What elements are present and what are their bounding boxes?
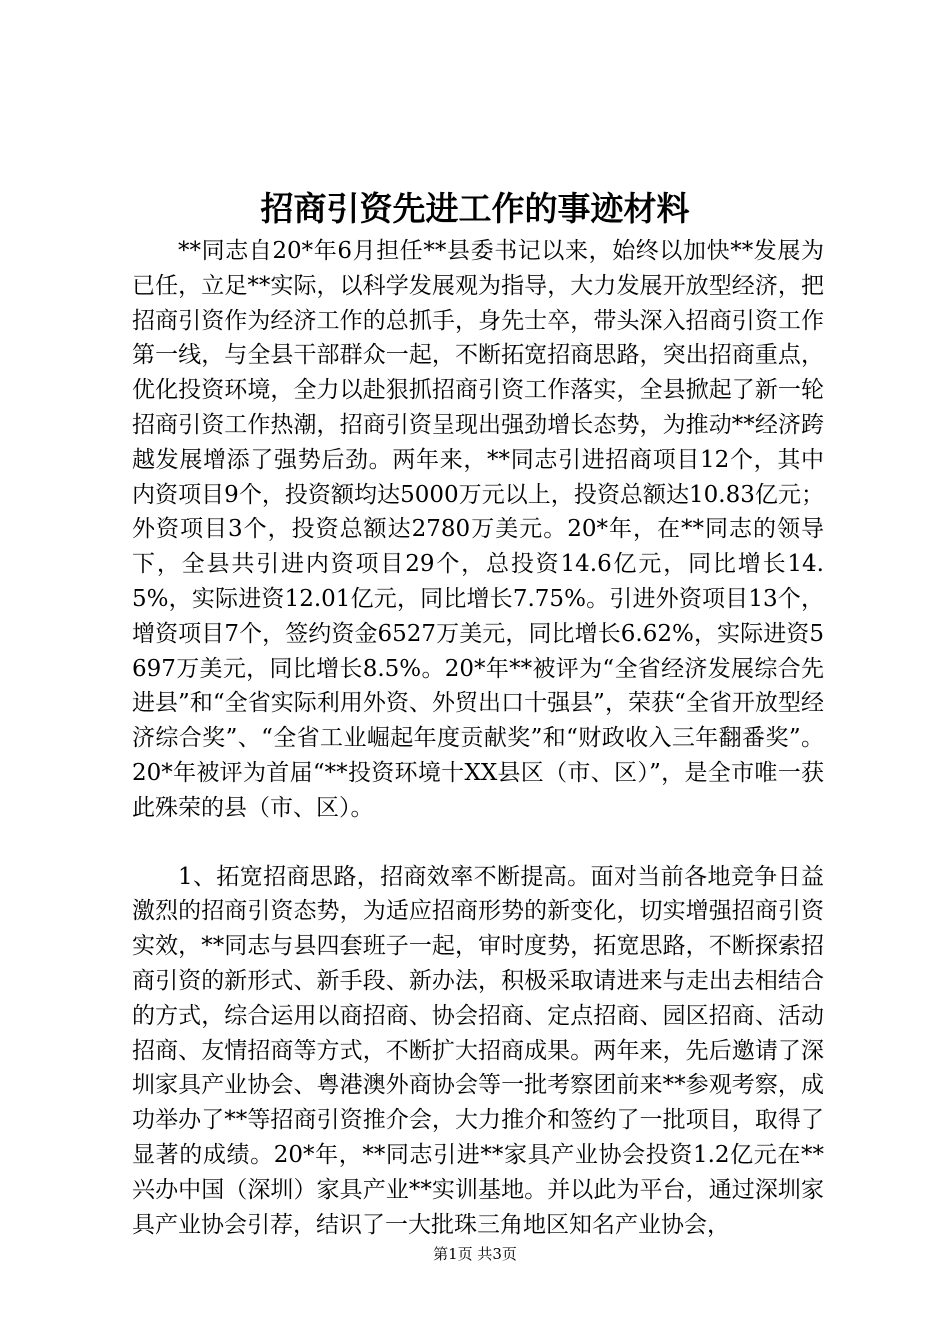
paragraph-section-1: 1、拓宽招商思路，招商效率不断提高。面对当前各地竞争日益激烈的招商引资态势，为适应招商形势的新变化，切实增强招商引资实效，**同志与县四套班子一起，审时度势，拓宽思路，不断探索招商引资的新形式、新手段、新办法，积极采取请进来与走出去相结合的方式，综合运用以商招商、协会招商、定点招商、园区招商、活动招商、友情招商等方式，不断扩大招商成果。两年来，先后邀请了深圳家具产业协会、粤港澳外商协会等一批考察团前来**参观考察，成功举办了**等招商引资推介会，大力推介和签约了一批项目，取得了显著的成绩。20*年，**同志引进**家具产业协会投资1.2亿元在**兴办中国（深圳）家具产业**实训基地。并以此为平台，通过深圳家具产业协会引荐，结识了一大批珠三角地区知名产业协会，: [132, 863, 824, 1238]
paragraph-intro: **同志自20*年6月担任**县委书记以来，始终以加快**发展为已任，立足**实际，以科学发展观为指导，大力发展开放型经济，把招商引资作为经济工作的总抓手，身先士卒，带头深入招商引资工作第一线，与全县干部群众一起，不断拓宽招商思路，突出招商重点，优化投资环境，全力以赴狠抓招商引资工作落实，全县掀起了新一轮招商引资工作热潮，招商引资呈现出强劲增长态势，为推动**经济跨越发展增添了强势后劲。两年来，**同志引进招商项目12个，其中内资项目9个，投资额均达5000万元以上，投资总额达10.83亿元；外资项目3个，投资总额达2780万美元。20*年，在**同志的领导下，全县共引进内资项目29个，总投资14.6亿元，同比增长14.5%，实际进资12.01亿元，同比增长7.75%。引进外资项目13个，增资项目7个，签约资金6527万美元，同比增长6.62%，实际进资5697万美元，同比增长8.5%。20*年**被评为“全省经济发展综合先进县”和“全省实际利用外资、外贸出口十强县”，荣获“全省开放型经济综合奖”、“全省工业崛起年度贡献奖”和“财政收入三年翻番奖”。20*年被评为首届“**投资环境十XX县区（市、区）”，是全市唯一获此殊荣的县（市、区）。: [132, 238, 824, 821]
document-title: 招商引资先进工作的事迹材料: [260, 189, 690, 228]
document-body: [132, 234, 824, 1242]
page-footer: 第1页 共3页: [433, 1245, 517, 1263]
